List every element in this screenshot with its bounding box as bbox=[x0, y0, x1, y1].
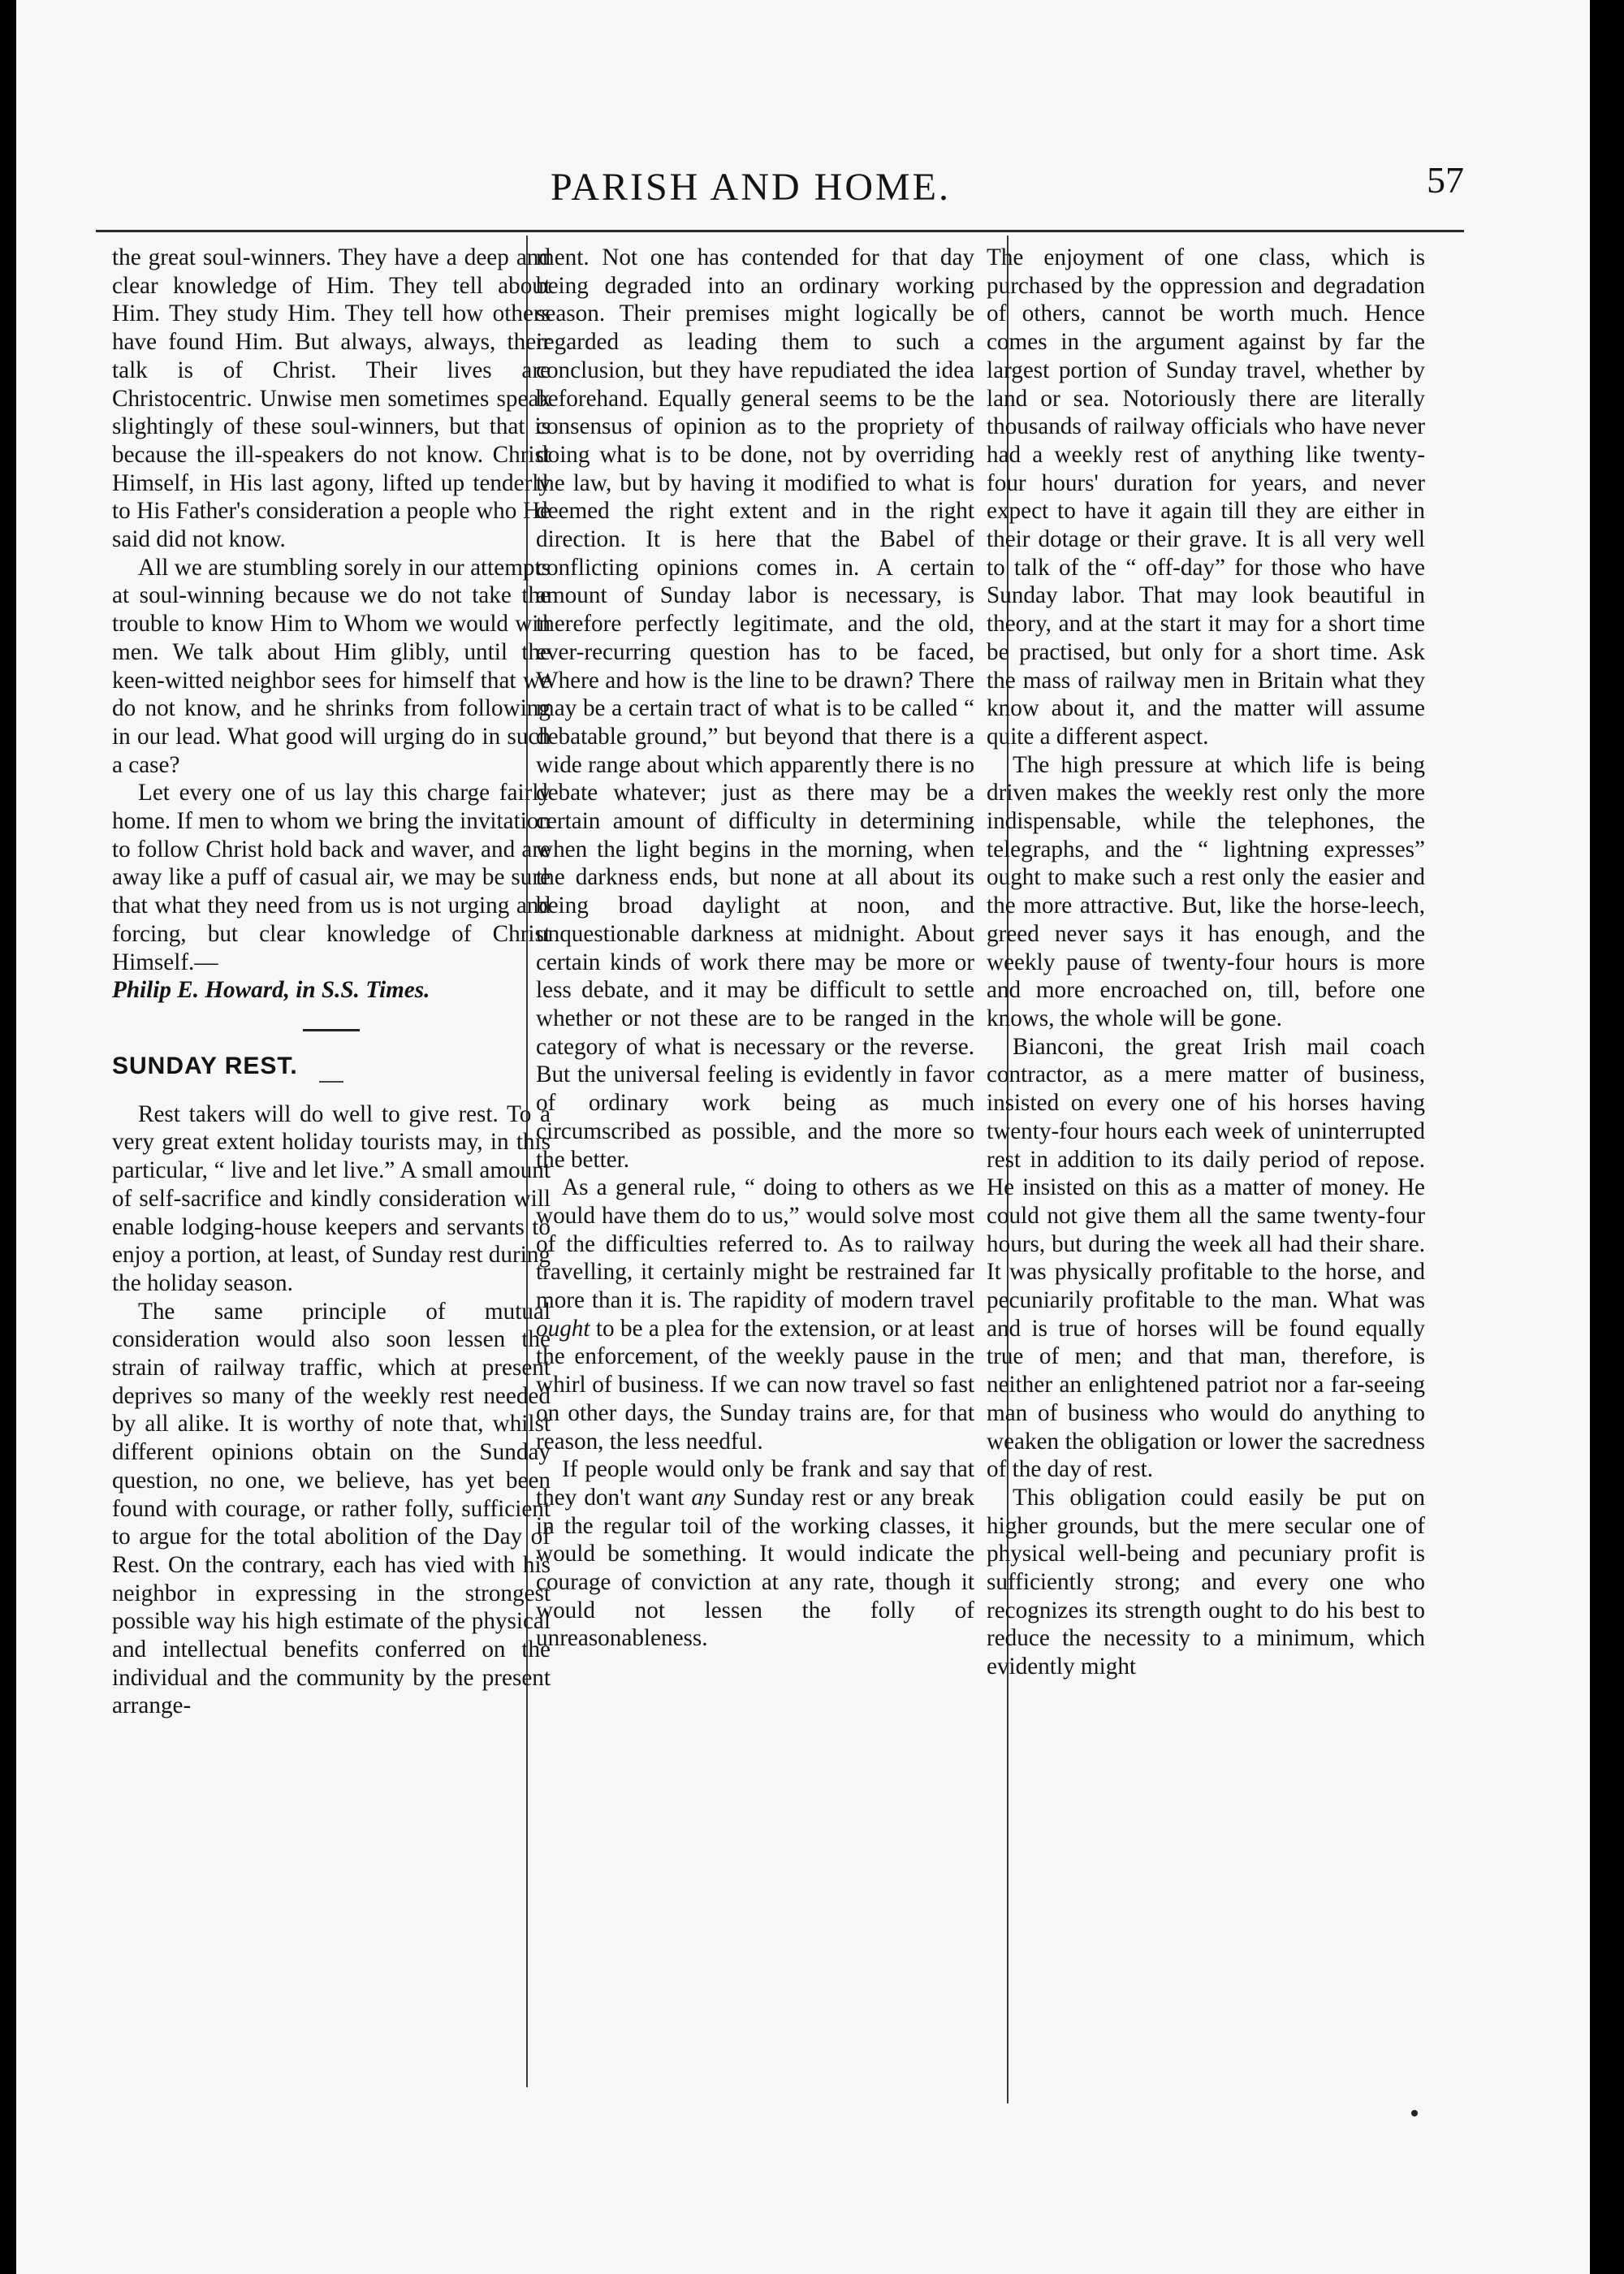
emphasis: any bbox=[691, 1484, 726, 1511]
paragraph: Bianconi, the great Irish mail coach contractor, as a mere matter of business, insisted on every one of his horses having twenty-four hours each week of uninterrupted rest in addition to its daily period of repose. He insisted on this as a matter of money. He could not give them all the same twenty-four hours, but during the week all had their share. It was physically profitable to the horse, and pecuniarily profitable to the man. What was and is true of horses will be found equally true of men; and that man, therefore, is neither an enlightened patriot nor a far-seeing man of business who would do anything to weaken the obligation or lower the sacredness of the day of rest. bbox=[987, 1033, 1425, 1483]
column-1 bbox=[112, 244, 551, 1720]
paragraph bbox=[536, 1174, 974, 1455]
paragraph: The high pressure at which life is being driven makes the weekly rest only the more indispensable, while the telephones, the telegraphs, and the “ lightning expresses” ought to make such a rest only the easier and the more attractive. But, like the horse-leech, greed never says it has enough, and the weekly pause of twenty-four hours is more and more encroached on, till, before one knows, the whole will be gone. bbox=[987, 751, 1425, 1031]
page-number: 57 bbox=[1427, 159, 1464, 201]
column-2 bbox=[536, 244, 974, 1653]
paragraph: Rest takers will do well to give rest. To a very great extent holiday tourists may, in this particular, “ live and let live.” A small amount of self-sacrifice and kindly consideration will enable lodging-house keepers and servants to enjoy a portion, at least, of Sunday rest during the holiday season. bbox=[112, 1100, 551, 1296]
title-underline bbox=[319, 1081, 343, 1083]
section-divider bbox=[303, 1029, 360, 1031]
attribution: Philip E. Howard, in S.S. Times. bbox=[112, 977, 430, 1004]
paragraph-text: Let every one of us lay this charge fairly home. If men to whom we bring the invitation to follow Christ hold back and waver, and are away like a puff of casual air, we may be sure that what they need from us is not urging and forcing, but clear knowledge of Christ Himself.— bbox=[112, 780, 551, 975]
paragraph: The same principle of mutual consideration would also soon lessen the strain of railway traffic, which at present deprives so many of the weekly rest needed by all alike. It is worthy of note that, whilst different opinions obtain on the Sunday question, no one, we believe, has yet been found with courage, or rather folly, sufficient to argue for the total abolition of the Day of Rest. On the contrary, each has vied with his neighbor in expressing in the strongest possible way his high estimate of the physical and intellectual benefits conferred on the individual and the community by the present arrange- bbox=[112, 1298, 551, 1719]
paragraph: This obligation could easily be put on higher grounds, but the mere secular one of physical well-being and pecuniary profit is sufficiently strong; and every one who recognizes its strength ought to do his best to reduce the necessity to a minimum, which evidently might bbox=[987, 1484, 1425, 1680]
paragraph-text: If people would only be frank and say that they don't want bbox=[536, 1456, 974, 1511]
paragraph bbox=[112, 779, 551, 1005]
column-3 bbox=[987, 244, 1425, 1681]
page-title: PARISH AND HOME. bbox=[551, 166, 951, 209]
section-title: SUNDAY REST. bbox=[112, 1052, 298, 1079]
paragraph: The enjoyment of one class, which is purchased by the oppression and degradation of others, cannot be worth much. Hence comes in the argument against by far the largest portion of Sunday travel, whether by land or sea. Notoriously there are literally thousands of railway officials who have never had a weekly rest of anything like twenty-four hours' duration for years, and never expect to have it again till they are either in their dotage or their grave. It is all very well to talk of the “ off-day” for those who have Sunday labor. That may look beautiful in theory, and at the start it may for a short time be practised, but only for a short time. Ask the mass of railway men in Britain what they know about it, and the matter will assume quite a different aspect. bbox=[987, 244, 1425, 750]
paragraph bbox=[536, 1455, 974, 1653]
paragraph-text: Sunday rest or any break in the regular toil of the working classes, it would be something. It would indicate the courage of conviction at any rate, though it would not lessen the folly of unreasonableness. bbox=[536, 1484, 975, 1652]
printer-mark bbox=[1411, 2110, 1418, 2116]
header-rule bbox=[96, 230, 1464, 232]
paragraph: ment. Not one has contended for that day being degraded into an ordinary working season. Their premises might logically be regarded as leading them to such a conclusion, but they have repudiated the idea beforehand. Equally general seems to be the consensus of opinion as to the propriety of doing what is to be done, not by overriding the law, but by having it modified to what is deemed the right extent and in the right direction. It is here that the Babel of conflicting opinions comes in. A certain amount of Sunday labor is necessary, is therefore perfectly legitimate, and the old, ever-recurring question has to be faced, Where and how is the line to be drawn? There may be a certain tract of what is to be called “ debatable ground,” but beyond that there is a wide range about which apparently there is no debate whatever; just as there may be a certain amount of difficulty in determining when the light begins in the morning, when the darkness ends, but none at all about its being broad daylight at noon, and unquestionable darkness at midnight. About certain kinds of work there may be more or less debate, and it may be difficult to settle whether or not these are to be ranged in the category of what is necessary or the reverse. But the universal feeling is evidently in favor of ordinary work being as much circumscribed as possible, and the more so the better. bbox=[536, 244, 974, 1173]
paragraph: All we are stumbling sorely in our attempts at soul-winning because we do not take the trouble to know Him to Whom we would win men. We talk about Him glibly, until the keen-witted neighbor sees for himself that we do not know, and he shrinks from following in our lead. What good will urging do in such a case? bbox=[112, 554, 551, 778]
paragraph-text: to be a plea for the extension, or at least the enforcement, of the weekly pause in the whirl of business. If we can now travel so fast on other days, the Sunday trains are, for that reason, the less needful. bbox=[536, 1315, 974, 1455]
running-header bbox=[96, 158, 1464, 215]
emphasis: ought bbox=[536, 1315, 590, 1342]
paragraph: the great soul-winners. They have a deep and clear knowledge of Him. They tell about Him. They study Him. They tell how others have found Him. But always, always, their talk is of Christ. Their lives are Christocentric. Unwise men sometimes speak slightingly of these soul-winners, but that is because the ill-speakers do not know. Christ Himself, in His last agony, lifted up tenderly to His Father's consideration a people who He said did not know. bbox=[112, 244, 551, 553]
paragraph-text: As a general rule, “ doing to others as we would have them do to us,” would solve most of the difficulties referred to. As to railway travelling, it certainly might be restrained far more than it is. The rapidity of modern travel bbox=[536, 1174, 974, 1314]
